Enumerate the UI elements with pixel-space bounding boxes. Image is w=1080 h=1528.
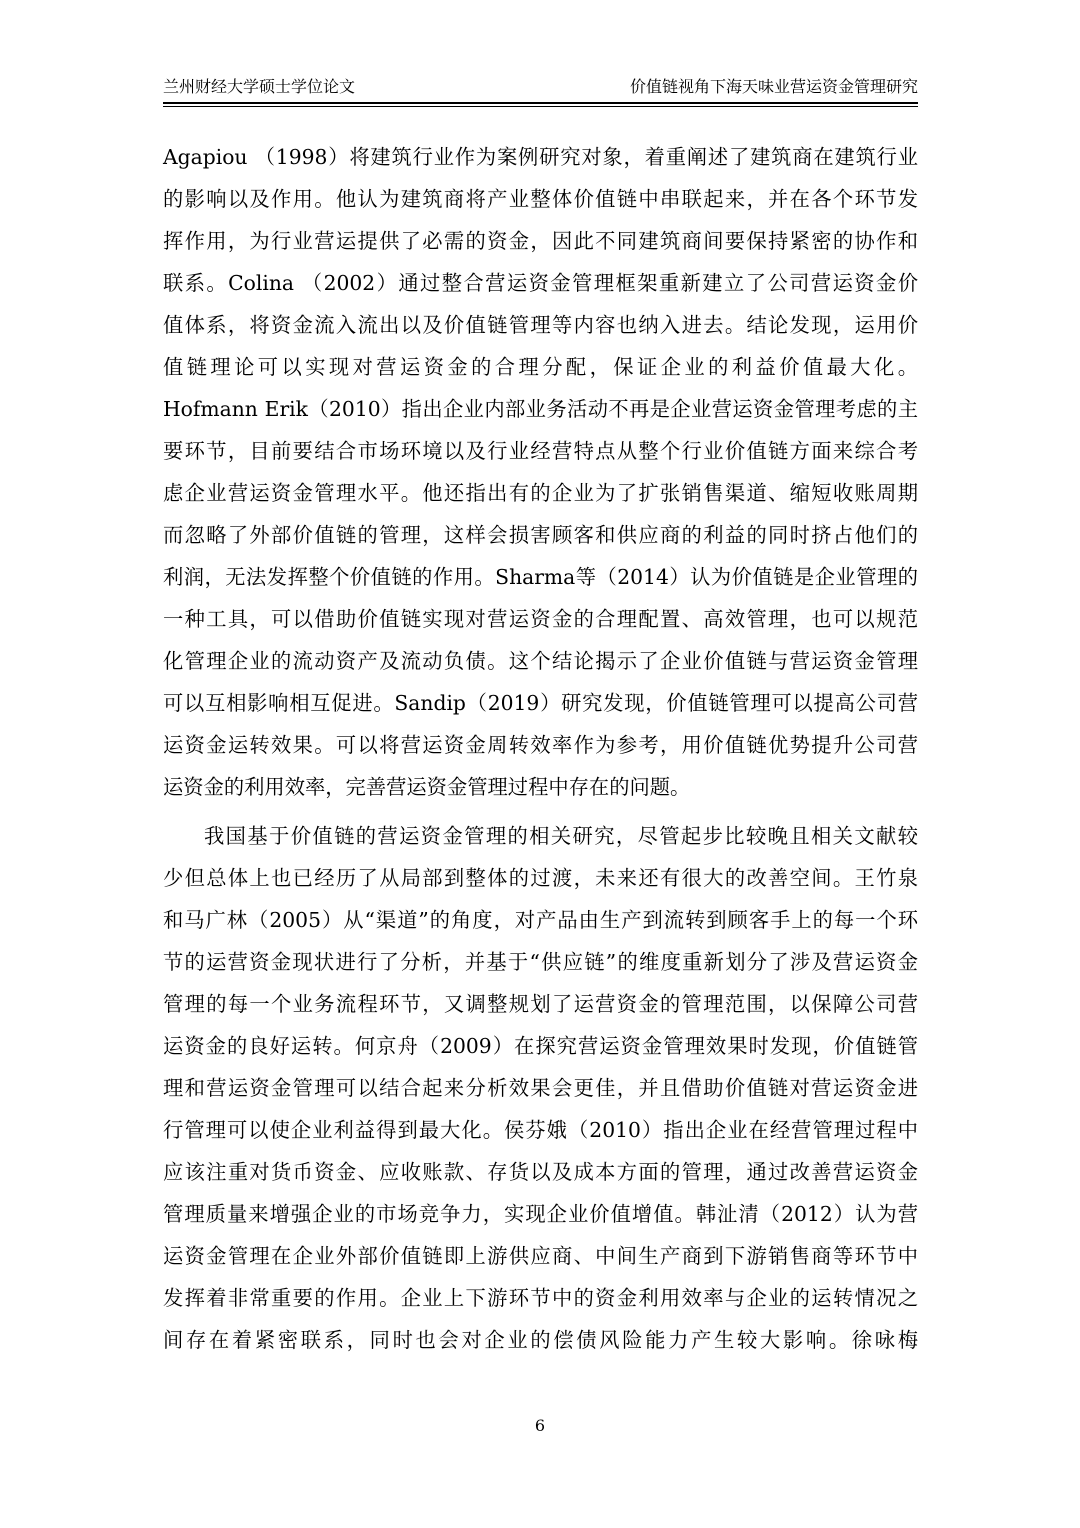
text-line: 运资金管理在企业外部价值链即上游供应商、中间生产商到下游销售商等环节中 <box>163 1244 918 1268</box>
text-line: 行管理可以使企业利益得到最大化。侯芬娥（2010）指出企业在经营管理过程中 <box>163 1118 918 1142</box>
text-line: Hofmann Erik（2010）指出企业内部业务活动不再是企业营运资金管理考虑的主 <box>163 397 918 421</box>
text-line: 化管理企业的流动资产及流动负债。这个结论揭示了企业价值链与营运资金管理 <box>163 649 918 673</box>
header-paper-title: 价值链视角下海天味业营运资金管理研究 <box>629 77 918 96</box>
text-line: 值体系，将资金流入流出以及价值链管理等内容也纳入进去。结论发现，运用价 <box>163 313 918 337</box>
text-line: 利润，无法发挥整个价值链的作用。Sharma等（2014）认为价值链是企业管理的 <box>163 565 918 589</box>
text-line: 虑企业营运资金管理水平。他还指出有的企业为了扩张销售渠道、缩短收账周期 <box>163 481 918 505</box>
text-line: 管理的每一个业务流程环节，又调整规划了运营资金的管理范围，以保障公司营 <box>163 992 918 1016</box>
text-line: 我国基于价值链的营运资金管理的相关研究，尽管起步比较晚且相关文献较 <box>204 824 918 848</box>
text-line: 而忽略了外部价值链的管理，这样会损害顾客和供应商的利益的同时挤占他们的 <box>163 523 918 547</box>
header-thesis-title: 兰州财经大学硕士学位论文 <box>163 77 356 96</box>
text-line: 理和营运资金管理可以结合起来分析效果会更佳，并且借助价值链对营运资金进 <box>163 1076 918 1100</box>
text-line: 一种工具，可以借助价值链实现对营运资金的合理配置、高效管理，也可以规范 <box>163 607 918 631</box>
text-line: 挥作用，为行业营运提供了必需的资金，因此不同建筑商间要保持紧密的协作和 <box>163 229 918 253</box>
text-line: 运资金的利用效率，完善营运资金管理过程中存在的问题。 <box>163 775 691 799</box>
text-line: 运资金运转效果。可以将营运资金周转效率作为参考，用价值链优势提升公司营 <box>163 733 918 757</box>
text-line: 管理质量来增强企业的市场竞争力，实现企业价值增值。韩沚清（2012）认为营 <box>163 1202 918 1226</box>
text-line: 的影响以及作用。他认为建筑商将产业整体价值链中串联起来，并在各个环节发 <box>163 187 918 211</box>
text-line: 发挥着非常重要的作用。企业上下游环节中的资金利用效率与企业的运转情况之 <box>163 1286 918 1310</box>
running-header <box>163 76 918 104</box>
text-line: 要环节，目前要结合市场环境以及行业经营特点从整个行业价值链方面来综合考 <box>163 439 918 463</box>
text-line: 节的运营资金现状进行了分析，并基于“供应链”的维度重新划分了涉及营运资金 <box>163 950 918 974</box>
text-line: 少但总体上也已经历了从局部到整体的过渡，未来还有很大的改善空间。王竹泉 <box>163 866 918 890</box>
header-rule-thin <box>163 106 918 107</box>
text-line: 运资金的良好运转。何京舟（2009）在探究营运资金管理效果时发现，价值链管 <box>163 1034 918 1058</box>
text-line: 应该注重对货币资金、应收账款、存货以及成本方面的管理，通过改善营运资金 <box>163 1160 918 1184</box>
text-line: 联系。Colina （2002）通过整合营运资金管理框架重新建立了公司营运资金价 <box>163 271 918 295</box>
body-text <box>163 136 918 1361</box>
header-rule-thick <box>163 102 918 104</box>
text-line: 可以互相影响相互促进。Sandip（2019）研究发现，价值链管理可以提高公司营 <box>163 691 918 715</box>
paragraph-1 <box>163 136 918 808</box>
text-line: 和马广林（2005）从“渠道”的角度，对产品由生产到流转到顾客手上的每一个环 <box>163 908 918 932</box>
text-line: 值链理论可以实现对营运资金的合理分配，保证企业的利益价值最大化。 <box>163 355 918 379</box>
text-line: Agapiou （1998）将建筑行业作为案例研究对象，着重阐述了建筑商在建筑行业 <box>163 145 918 169</box>
page-number: 6 <box>534 1416 546 1435</box>
text-line: 间存在着紧密联系，同时也会对企业的偿债风险能力产生较大影响。徐咏梅 <box>163 1328 918 1352</box>
paragraph-gap <box>163 808 918 815</box>
paragraph-2 <box>163 815 918 1361</box>
